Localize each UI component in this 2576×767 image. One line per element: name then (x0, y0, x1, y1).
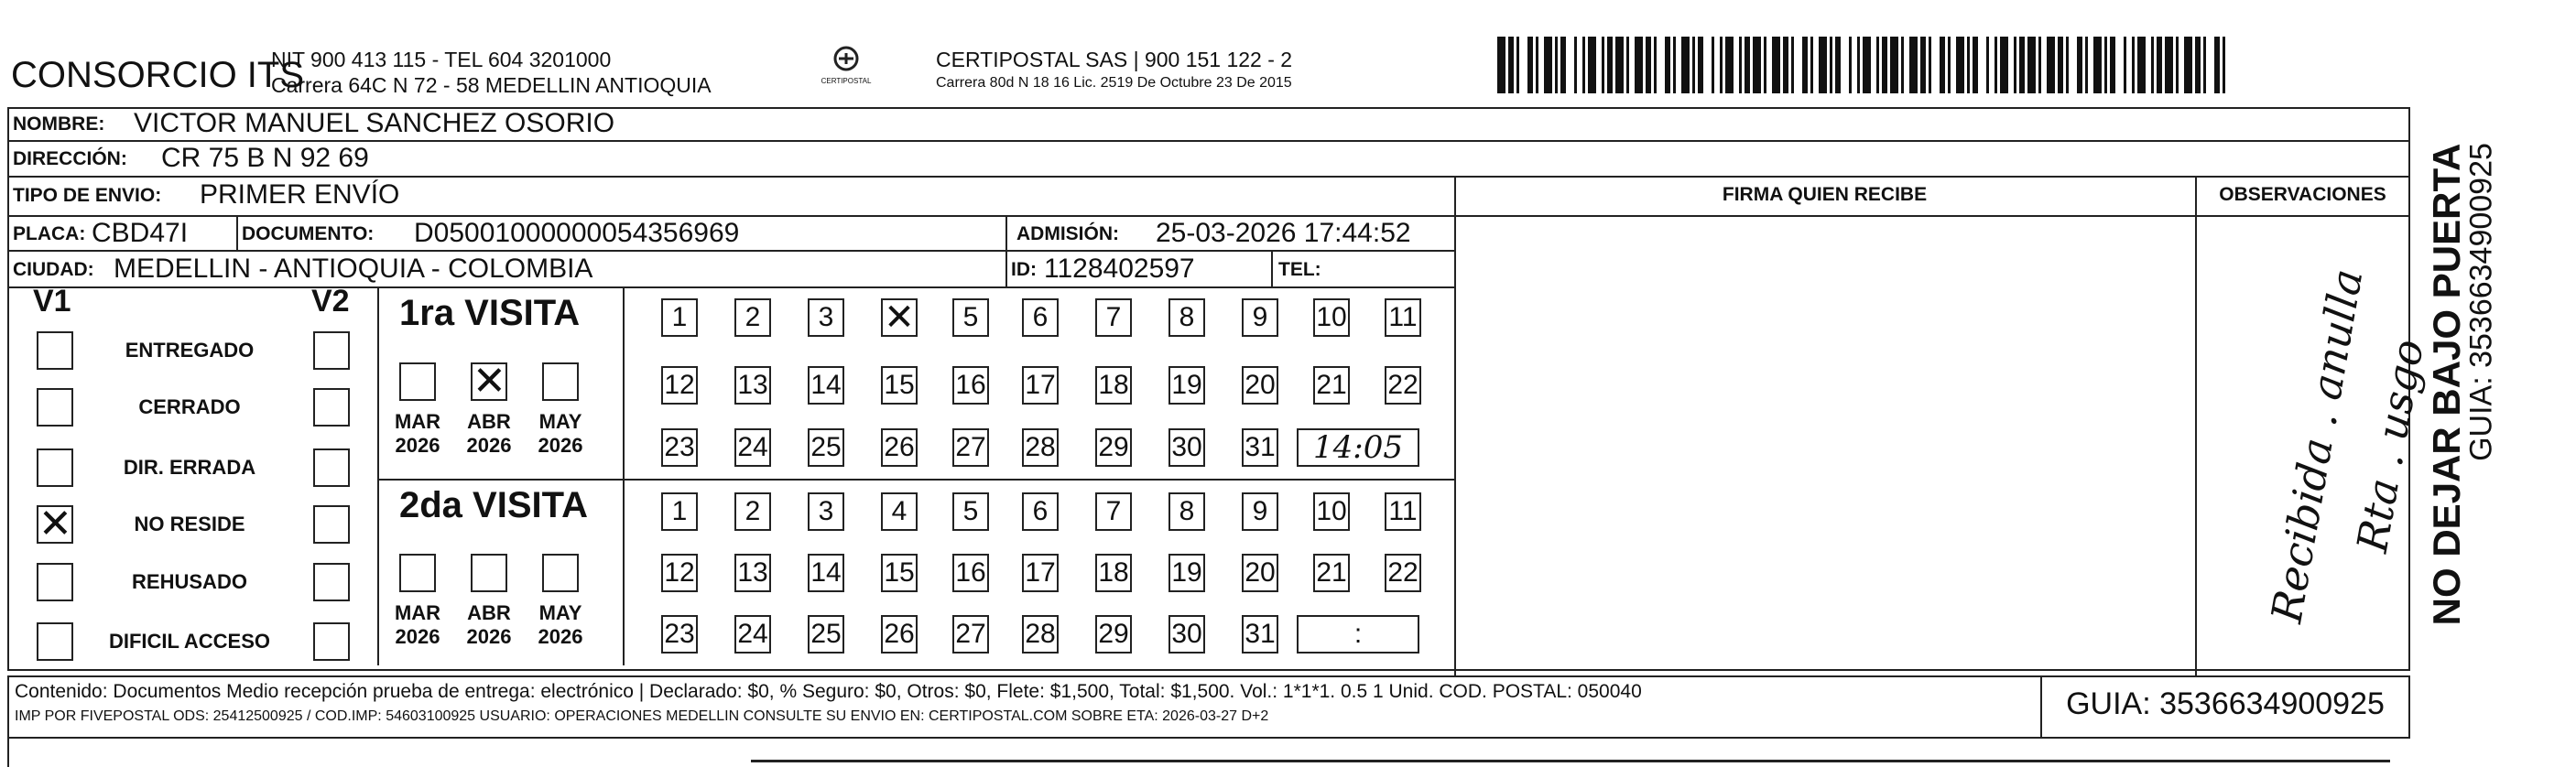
day-cell[interactable]: 9 (1242, 492, 1278, 531)
day-cell[interactable] (881, 298, 918, 337)
year-label: 2026 (538, 625, 583, 648)
year-label: 2026 (538, 434, 583, 457)
v2-checkbox[interactable] (313, 563, 350, 601)
day-cell[interactable]: 21 (1313, 554, 1350, 592)
v2-checkbox[interactable] (313, 388, 350, 427)
day-cell[interactable]: 15 (881, 554, 918, 592)
year-label: 2026 (395, 625, 440, 648)
observacion-hand-2: Rta . usgo (2347, 335, 2433, 556)
certipostal-line2: Carrera 80d N 18 16 Lic. 2519 De Octubre 23 De 2015 (936, 75, 1292, 91)
barcode (1497, 37, 2225, 93)
v1-checkbox[interactable] (37, 331, 73, 370)
day-cell[interactable]: 30 (1168, 615, 1205, 654)
status-label: REHUSADO (132, 570, 247, 593)
company-nit: NIT 900 413 115 - TEL 604 3201000 (271, 48, 612, 71)
day-cell[interactable]: 11 (1385, 298, 1421, 337)
tipo-envio-label: TIPO DE ENVIO: (13, 185, 162, 206)
check-mark: ✕ (884, 297, 915, 339)
side-warning: NO DEJAR BAJO PUERTA (2425, 143, 2468, 626)
day-cell[interactable]: 13 (734, 554, 771, 592)
status-label: ENTREGADO (125, 339, 255, 362)
month-checkbox[interactable] (471, 358, 507, 405)
month-label: MAR (394, 410, 441, 433)
placa-label: PLACA: (13, 223, 86, 244)
day-cell[interactable]: 23 (661, 428, 698, 467)
day-cell[interactable]: 16 (952, 554, 989, 592)
month-checkbox[interactable] (471, 554, 507, 592)
side-guia: GUIA: 3536634900925 (2463, 143, 2499, 461)
day-cell[interactable]: 18 (1095, 554, 1132, 592)
month-checkbox[interactable] (542, 362, 579, 401)
day-cell[interactable]: 11 (1385, 492, 1421, 531)
day-cell[interactable]: 17 (1022, 554, 1059, 592)
day-cell[interactable]: 31 (1242, 615, 1278, 654)
visit1-time-box (1297, 428, 1419, 467)
day-cell[interactable]: 26 (881, 615, 918, 654)
observaciones-header: OBSERVACIONES (2219, 184, 2386, 205)
status-label: NO RESIDE (134, 513, 245, 535)
day-cell[interactable]: 31 (1242, 428, 1278, 467)
day-cell[interactable]: 22 (1385, 366, 1421, 405)
month-label: MAY (538, 410, 582, 433)
day-cell[interactable]: 14 (808, 366, 844, 405)
day-cell[interactable]: 21 (1313, 366, 1350, 405)
day-cell[interactable]: 15 (881, 366, 918, 405)
day-cell[interactable]: 3 (808, 298, 844, 337)
day-cell[interactable]: 18 (1095, 366, 1132, 405)
day-cell[interactable]: 7 (1095, 298, 1132, 337)
day-cell[interactable]: 10 (1313, 298, 1350, 337)
day-cell[interactable]: 4 (881, 492, 918, 531)
day-cell[interactable]: 28 (1022, 428, 1059, 467)
day-cell[interactable]: 20 (1242, 366, 1278, 405)
day-cell[interactable]: 7 (1095, 492, 1132, 531)
footer-content: Contenido: Documentos Medio recepción prueba de entrega: electrónico | Declarado: $0, % Seguro: $0, Otros: $0, Flete: $1,500, Total: $1,500. Vol.: 1*1*1. 0.5 1 Unid. COD. POSTAL: 050040 (15, 681, 1642, 702)
day-cell[interactable]: 25 (808, 615, 844, 654)
day-cell[interactable]: 30 (1168, 428, 1205, 467)
tipo-envio-value: PRIMER ENVÍO (200, 179, 400, 210)
documento-label: DOCUMENTO: (242, 223, 375, 244)
day-cell[interactable]: 17 (1022, 366, 1059, 405)
day-cell[interactable]: 6 (1022, 492, 1059, 531)
observacion-hand-1: Recibida . anulla (2261, 265, 2373, 627)
day-cell[interactable]: 24 (734, 615, 771, 654)
day-cell[interactable]: 28 (1022, 615, 1059, 654)
placa-value: CBD47I (92, 218, 189, 248)
visit2-time-box (1297, 615, 1419, 654)
day-cell[interactable]: 19 (1168, 554, 1205, 592)
status-label: DIR. ERRADA (123, 456, 256, 479)
day-cell[interactable]: 1 (661, 298, 698, 337)
direccion-value: CR 75 B N 92 69 (161, 143, 369, 173)
month-label: MAR (394, 601, 441, 624)
month-checkbox[interactable] (399, 554, 436, 592)
day-cell[interactable]: 5 (952, 298, 989, 337)
day-cell[interactable]: 23 (661, 615, 698, 654)
nombre-label: NOMBRE: (13, 113, 105, 135)
day-cell[interactable]: 8 (1168, 492, 1205, 531)
v1-checkbox[interactable] (37, 448, 73, 487)
company-name: CONSORCIO ITS (11, 55, 305, 95)
v2-label: V2 (311, 284, 350, 319)
status-label: DIFICIL ACCESO (108, 630, 270, 653)
day-cell[interactable]: 9 (1242, 298, 1278, 337)
day-cell[interactable]: 20 (1242, 554, 1278, 592)
day-cell[interactable]: 25 (808, 428, 844, 467)
year-label: 2026 (466, 434, 512, 457)
check-mark: ✕ (473, 358, 506, 405)
v1-checkbox[interactable] (37, 501, 73, 547)
day-cell[interactable]: 6 (1022, 298, 1059, 337)
month-label: MAY (538, 601, 582, 624)
certipostal-logo (813, 46, 879, 93)
tel-label: TEL: (1278, 259, 1321, 280)
v1-checkbox[interactable] (37, 622, 73, 661)
day-cell[interactable]: 16 (952, 366, 989, 405)
visit2-title: 2da VISITA (399, 485, 588, 525)
day-cell[interactable]: 8 (1168, 298, 1205, 337)
day-cell[interactable]: 2 (734, 298, 771, 337)
status-label: CERRADO (138, 395, 241, 418)
v1-checkbox[interactable] (37, 388, 73, 427)
visit1-time: 14:05 (1313, 429, 1403, 466)
certipostal-line1: CERTIPOSTAL SAS | 900 151 122 - 2 (936, 48, 1293, 71)
id-value: 1128402597 (1044, 254, 1195, 284)
day-cell[interactable]: 24 (734, 428, 771, 467)
month-checkbox[interactable] (542, 554, 579, 592)
year-label: 2026 (466, 625, 512, 648)
id-label: ID: (1011, 259, 1037, 280)
day-cell[interactable]: 27 (952, 615, 989, 654)
day-cell[interactable]: 22 (1385, 554, 1421, 592)
day-cell[interactable]: 14 (808, 554, 844, 592)
documento-value: D05001000000054356969 (414, 218, 740, 248)
year-label: 2026 (395, 434, 440, 457)
day-cell[interactable]: 5 (952, 492, 989, 531)
v1-checkbox[interactable] (37, 563, 73, 601)
admision-label: ADMISIÓN: (1016, 223, 1119, 244)
day-cell[interactable]: 26 (881, 428, 918, 467)
day-cell[interactable]: 29 (1095, 615, 1132, 654)
v2-checkbox[interactable] (313, 331, 350, 370)
day-cell[interactable]: 10 (1313, 492, 1350, 531)
direccion-label: DIRECCIÓN: (13, 148, 127, 169)
day-cell[interactable]: 19 (1168, 366, 1205, 405)
month-label: ABR (467, 601, 511, 624)
day-cell[interactable]: 13 (734, 366, 771, 405)
check-mark: ✕ (38, 501, 72, 547)
day-cell[interactable]: 2 (734, 492, 771, 531)
day-cell[interactable]: 1 (661, 492, 698, 531)
logo-text: CERTIPOSTAL (821, 77, 872, 85)
admision-value: 25-03-2026 17:44:52 (1156, 218, 1411, 248)
ciudad-value: MEDELLIN - ANTIOQUIA - COLOMBIA (114, 254, 593, 284)
firma-header: FIRMA QUIEN RECIBE (1722, 184, 1928, 205)
footer-guia: GUIA: 3536634900925 (2066, 686, 2385, 721)
v1-label: V1 (33, 284, 71, 319)
visit1-title: 1ra VISITA (399, 293, 581, 333)
company-address: Carrera 64C N 72 - 58 MEDELLIN ANTIOQUIA (271, 73, 712, 97)
footer-imp: IMP POR FIVEPOSTAL ODS: 25412500925 / COD.IMP: 54603100925 USUARIO: OPERACIONES MEDELLIN CONSULTE SU ENVIO EN: CERTIPOSTAL.COM SOBRE ETA: 2026-03-27 D+2 (15, 708, 1269, 724)
day-cell[interactable]: 27 (952, 428, 989, 467)
ciudad-label: CIUDAD: (13, 259, 94, 280)
day-cell[interactable]: 12 (661, 366, 698, 405)
day-cell[interactable]: 12 (661, 554, 698, 592)
day-cell[interactable]: 29 (1095, 428, 1132, 467)
nombre-value: VICTOR MANUEL SANCHEZ OSORIO (134, 108, 615, 138)
v2-checkbox[interactable] (313, 448, 350, 487)
visit2-time: : (1353, 619, 1363, 649)
month-checkbox[interactable] (399, 362, 436, 401)
v2-checkbox[interactable] (313, 622, 350, 661)
day-cell[interactable]: 3 (808, 492, 844, 531)
month-label: ABR (467, 410, 511, 433)
v2-checkbox[interactable] (313, 505, 350, 544)
